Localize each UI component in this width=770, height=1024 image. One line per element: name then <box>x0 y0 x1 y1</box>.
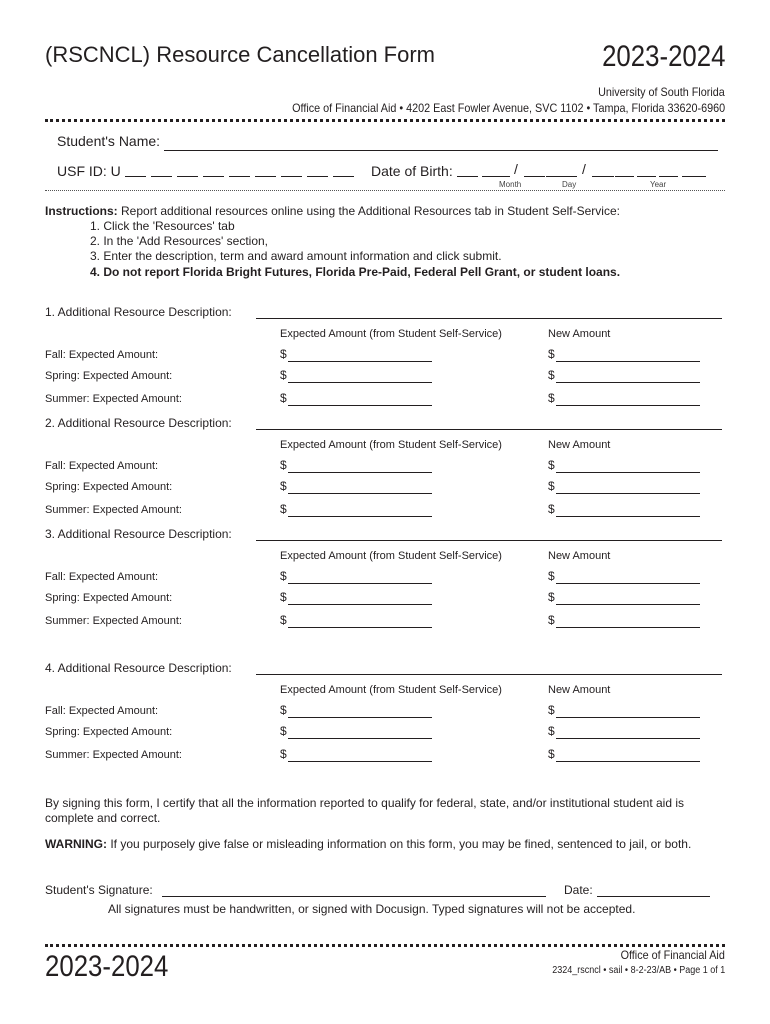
form-title: (RSCNCL) Resource Cancellation Form <box>45 42 436 67</box>
fall-expected-amount-label: Fall: Expected Amount: <box>45 571 159 583</box>
header-divider <box>45 119 725 122</box>
dollar-sign: $ <box>548 703 555 717</box>
usf-id-digit-blank[interactable] <box>281 176 302 177</box>
warning-body: If you purposely give false or misleading information on this form, you may be fined, sentenced to jail, or both. <box>107 837 692 851</box>
year-caption: Year <box>650 180 667 189</box>
spring-expected-amount-label: Spring: Expected Amount: <box>45 481 173 493</box>
summer-new-amount-field[interactable] <box>556 516 700 517</box>
new-amount-header: New Amount <box>548 550 611 562</box>
fall-new-amount-field[interactable] <box>556 717 700 718</box>
usf-id-digit-blank[interactable] <box>203 176 224 177</box>
dob-digit-blank[interactable] <box>682 176 706 177</box>
summer-expected-amount-field[interactable] <box>288 761 432 762</box>
dob-digit-blank[interactable] <box>457 176 478 177</box>
dob-digit-blank[interactable] <box>524 176 545 177</box>
summer-expected-amount-field[interactable] <box>288 516 432 517</box>
usf-id-digit-blank[interactable] <box>151 176 172 177</box>
spring-new-amount-field[interactable] <box>556 738 700 739</box>
dollar-sign: $ <box>548 502 555 516</box>
spring-expected-amount-field[interactable] <box>288 493 432 494</box>
summer-expected-amount-label: Summer: Expected Amount: <box>45 393 182 405</box>
dollar-sign: $ <box>548 391 555 405</box>
dollar-sign: $ <box>280 703 287 717</box>
dob-digit-blank[interactable] <box>637 176 656 177</box>
instructions-lead <box>45 204 620 218</box>
summer-new-amount-field[interactable] <box>556 761 700 762</box>
fall-expected-amount-field[interactable] <box>288 361 432 362</box>
expected-amount-header: Expected Amount (from Student Self-Service) <box>280 684 502 696</box>
dollar-sign: $ <box>548 569 555 583</box>
resource-description-field[interactable] <box>256 540 722 541</box>
dollar-sign: $ <box>280 569 287 583</box>
date-label: Date: <box>564 883 593 897</box>
header-year: 2023-2024 <box>601 40 725 73</box>
warning-text <box>45 837 691 851</box>
student-name-field[interactable] <box>164 150 718 151</box>
instructions-step-4: 4. Do not report Florida Bright Futures, Florida Pre-Paid, Federal Pell Grant, or student loans. <box>90 265 621 279</box>
footer-office: Office of Financial Aid <box>620 948 725 962</box>
dollar-sign: $ <box>548 458 555 472</box>
dollar-sign: $ <box>548 479 555 493</box>
expected-amount-header: Expected Amount (from Student Self-Service) <box>280 550 502 562</box>
new-amount-header: New Amount <box>548 684 611 696</box>
student-divider <box>45 190 725 191</box>
summer-expected-amount-label: Summer: Expected Amount: <box>45 749 182 761</box>
instructions-label: Instructions: <box>45 204 118 218</box>
summer-new-amount-field[interactable] <box>556 405 700 406</box>
dob-slash-1: / <box>514 161 518 177</box>
expected-amount-header: Expected Amount (from Student Self-Service) <box>280 328 502 340</box>
dollar-sign: $ <box>548 368 555 382</box>
usf-id-digit-blank[interactable] <box>229 176 250 177</box>
spring-new-amount-field[interactable] <box>556 493 700 494</box>
dollar-sign: $ <box>280 479 287 493</box>
new-amount-header: New Amount <box>548 439 611 451</box>
summer-new-amount-field[interactable] <box>556 627 700 628</box>
fall-expected-amount-field[interactable] <box>288 583 432 584</box>
signature-label: Student's Signature: <box>45 883 153 897</box>
dollar-sign: $ <box>548 590 555 604</box>
resource-description-label: 1. Additional Resource Description: <box>45 305 232 319</box>
certify-line-1: By signing this form, I certify that all the information reported to qualify for federal, state, and/or institutional student aid is <box>45 796 684 810</box>
resource-description-label: 4. Additional Resource Description: <box>45 661 232 675</box>
fall-expected-amount-label: Fall: Expected Amount: <box>45 349 159 361</box>
office-address: Office of Financial Aid • 4202 East Fowler Avenue, SVC 1102 • Tampa, Florida 33620-6960 <box>291 101 725 115</box>
certify-line-2: complete and correct. <box>45 811 161 825</box>
dollar-sign: $ <box>548 347 555 361</box>
fall-expected-amount-field[interactable] <box>288 472 432 473</box>
footer-form-code: 2324_rscncl • sail • 8-2-23/AB • Page 1 of 1 <box>551 965 725 976</box>
spring-expected-amount-label: Spring: Expected Amount: <box>45 726 173 738</box>
dob-slash-2: / <box>582 161 586 177</box>
usf-id-digit-blank[interactable] <box>255 176 276 177</box>
dollar-sign: $ <box>280 747 287 761</box>
instructions-text: Report additional resources online using the Additional Resources tab in Student Self-Service: <box>117 204 620 218</box>
resource-description-field[interactable] <box>256 318 722 319</box>
month-caption: Month <box>499 180 522 189</box>
usf-id-digit-blank[interactable] <box>333 176 354 177</box>
signature-field[interactable] <box>162 896 546 897</box>
instructions-step-2: 2. In the 'Add Resources' section, <box>90 234 269 248</box>
fall-expected-amount-label: Fall: Expected Amount: <box>45 705 159 717</box>
dollar-sign: $ <box>280 590 287 604</box>
day-caption: Day <box>562 180 577 189</box>
fall-new-amount-field[interactable] <box>556 472 700 473</box>
dob-digit-blank[interactable] <box>592 176 614 177</box>
warning-label: WARNING: <box>45 837 107 851</box>
dollar-sign: $ <box>280 368 287 382</box>
summer-expected-amount-field[interactable] <box>288 405 432 406</box>
dollar-sign: $ <box>280 613 287 627</box>
fall-expected-amount-label: Fall: Expected Amount: <box>45 460 159 472</box>
student-name-label: Student's Name: <box>57 133 161 149</box>
dob-digit-blank[interactable] <box>659 176 678 177</box>
dob-digit-blank[interactable] <box>482 176 510 177</box>
resource-description-label: 2. Additional Resource Description: <box>45 416 232 430</box>
dollar-sign: $ <box>280 391 287 405</box>
spring-new-amount-field[interactable] <box>556 382 700 383</box>
instructions-step-1: 1. Click the 'Resources' tab <box>90 219 235 233</box>
dollar-sign: $ <box>280 502 287 516</box>
spring-expected-amount-field[interactable] <box>288 604 432 605</box>
spring-expected-amount-field[interactable] <box>288 738 432 739</box>
instructions-step-3: 3. Enter the description, term and award amount information and click submit. <box>90 249 502 263</box>
fall-new-amount-field[interactable] <box>556 361 700 362</box>
expected-amount-header: Expected Amount (from Student Self-Service) <box>280 439 502 451</box>
new-amount-header: New Amount <box>548 328 611 340</box>
resource-description-field[interactable] <box>256 674 722 675</box>
dob-label: Date of Birth: <box>371 163 453 179</box>
fall-new-amount-field[interactable] <box>556 583 700 584</box>
summer-expected-amount-field[interactable] <box>288 627 432 628</box>
fall-expected-amount-field[interactable] <box>288 717 432 718</box>
university-name: University of South Florida <box>598 85 725 99</box>
date-field[interactable] <box>597 896 710 897</box>
dob-digit-blank[interactable] <box>615 176 634 177</box>
spring-expected-amount-label: Spring: Expected Amount: <box>45 370 173 382</box>
resource-description-field[interactable] <box>256 429 722 430</box>
signature-note: All signatures must be handwritten, or signed with Docusign. Typed signatures will not be accepted. <box>108 902 636 916</box>
usf-id-digit-blank[interactable] <box>177 176 198 177</box>
usf-id-digit-blank[interactable] <box>307 176 328 177</box>
dollar-sign: $ <box>280 458 287 472</box>
dollar-sign: $ <box>548 747 555 761</box>
dollar-sign: $ <box>280 724 287 738</box>
summer-expected-amount-label: Summer: Expected Amount: <box>45 615 182 627</box>
spring-new-amount-field[interactable] <box>556 604 700 605</box>
usf-id-digit-blank[interactable] <box>125 176 146 177</box>
dollar-sign: $ <box>548 724 555 738</box>
footer-divider <box>45 944 725 947</box>
spring-expected-amount-field[interactable] <box>288 382 432 383</box>
summer-expected-amount-label: Summer: Expected Amount: <box>45 504 182 516</box>
spring-expected-amount-label: Spring: Expected Amount: <box>45 592 173 604</box>
resource-description-label: 3. Additional Resource Description: <box>45 527 232 541</box>
footer-year: 2023-2024 <box>45 950 169 983</box>
usf-id-label: USF ID: U <box>57 163 121 179</box>
dollar-sign: $ <box>548 613 555 627</box>
dob-digit-blank[interactable] <box>546 176 577 177</box>
dollar-sign: $ <box>280 347 287 361</box>
